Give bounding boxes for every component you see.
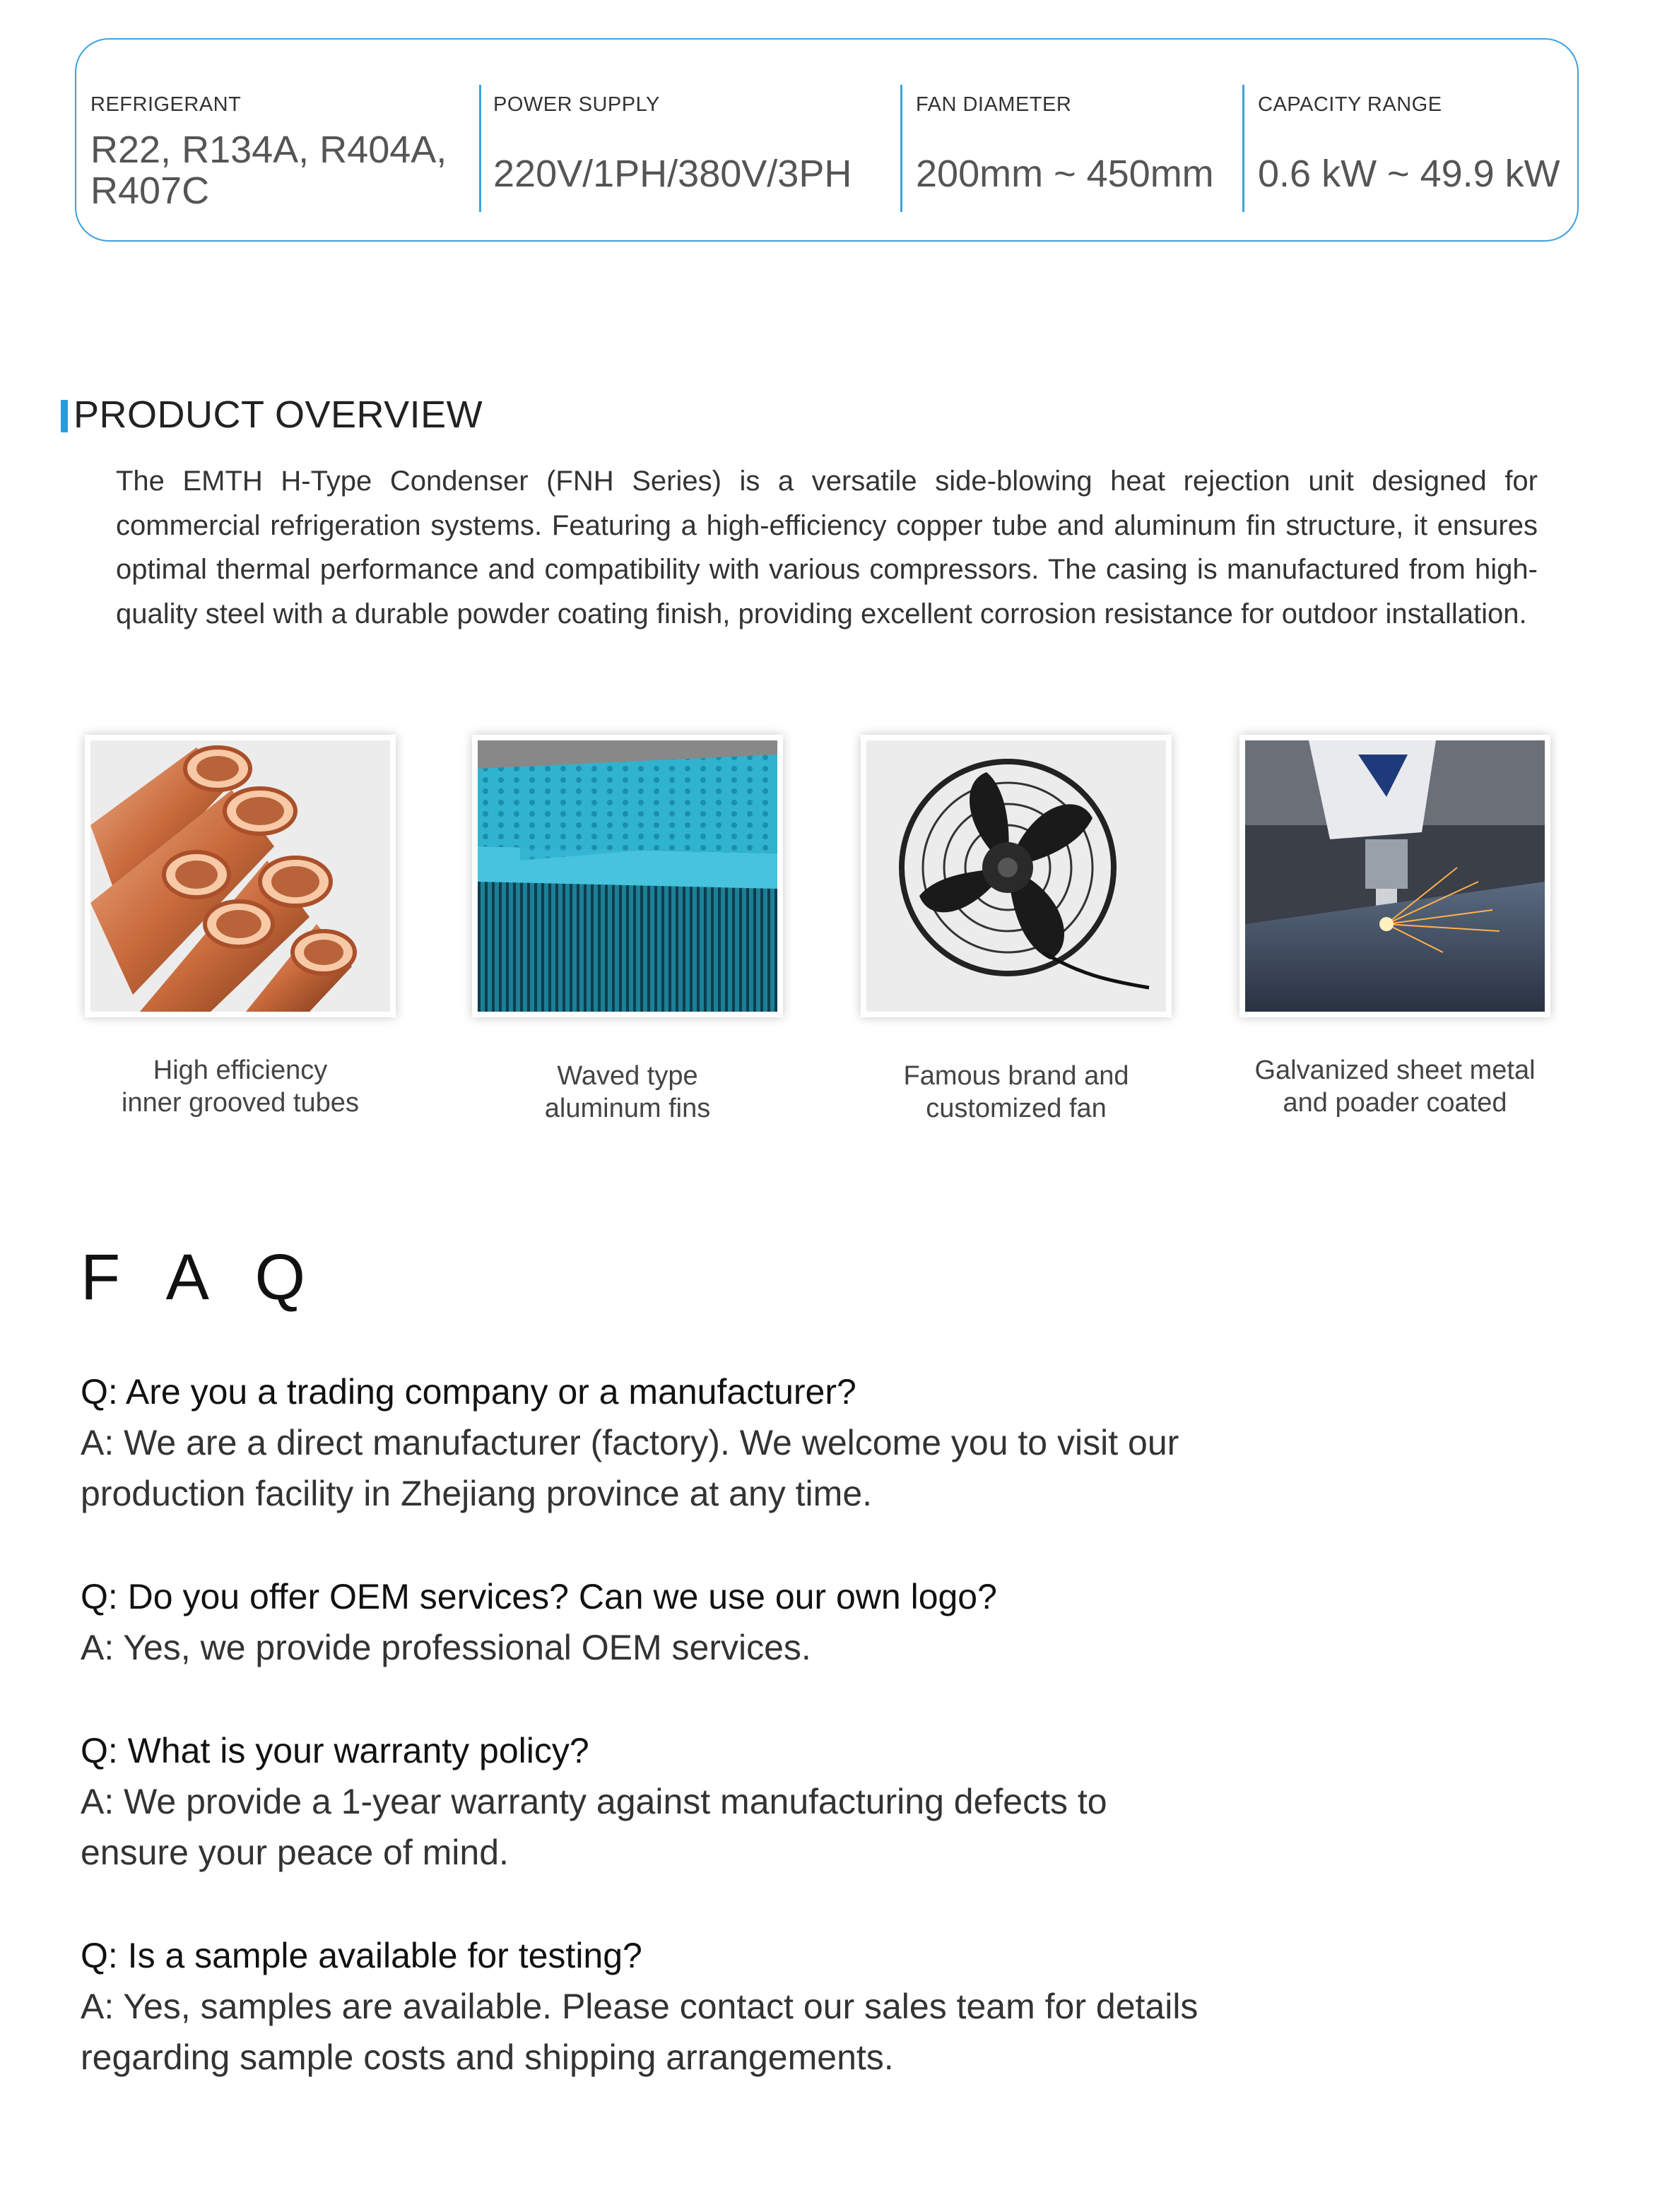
feature-image-frame <box>85 735 396 1017</box>
caption-line: aluminum fins <box>544 1094 711 1123</box>
feature-fan <box>861 735 1179 1123</box>
faq-answer-line: A: Yes, we provide professional OEM services. <box>81 1628 811 1667</box>
spec-label: FAN DIAMETER <box>916 93 1072 116</box>
section-accent-bar <box>61 400 68 432</box>
faq-item <box>81 1930 1423 2083</box>
feature-image-frame <box>1239 735 1550 1017</box>
axial-fan-icon <box>866 740 1166 1012</box>
caption-line: Galvanized sheet metal <box>1254 1055 1536 1085</box>
spec-label: POWER SUPPLY <box>493 93 660 116</box>
spec-capacity-range <box>1258 82 1569 209</box>
faq-answer-line: production facility in Zhejiang province at any time. <box>81 1474 873 1513</box>
copper-tubes-icon <box>90 740 390 1012</box>
section-title: PRODUCT OVERVIEW <box>73 394 483 436</box>
feature-caption <box>451 1060 804 1125</box>
feature-copper-tubes <box>85 735 403 1118</box>
faq-question: Q: Are you a trading company or a manufacturer? <box>81 1372 856 1412</box>
faq-question: Q: Is a sample available for testing? <box>81 1936 642 1975</box>
feature-caption <box>1218 1054 1572 1119</box>
caption-line: and poader coated <box>1283 1088 1507 1118</box>
faq-item <box>81 1366 1423 1519</box>
faq-question: Q: What is your warranty policy? <box>81 1731 589 1770</box>
faq-answer-line: A: We are a direct manufacturer (factory). We welcome you to visit our <box>81 1423 1179 1462</box>
feature-caption <box>840 1060 1193 1125</box>
spec-value: 220V/1PH/380V/3PH <box>493 153 852 195</box>
spec-fan-diameter <box>916 82 1241 209</box>
faq-question: Q: Do you offer OEM services? Can we use our own logo? <box>81 1577 997 1616</box>
spec-power-supply <box>493 82 903 209</box>
feature-aluminum-fins <box>472 735 790 1123</box>
spec-value: 200mm ~ 450mm <box>916 153 1214 195</box>
caption-line: High efficiency <box>153 1055 328 1085</box>
spec-divider <box>479 85 481 212</box>
caption-line: Waved type <box>557 1061 698 1091</box>
spec-label: REFRIGERANT <box>90 93 242 116</box>
caption-line: inner grooved tubes <box>122 1088 359 1118</box>
caption-line: Famous brand and <box>903 1061 1129 1091</box>
laser-cutting-icon <box>1245 740 1545 1012</box>
feature-caption <box>64 1054 417 1119</box>
faq-answer-line: A: Yes, samples are available. Please contact our sales team for details <box>81 1987 1198 2026</box>
spec-value: R22, R134A, R404A, R407C <box>90 129 447 212</box>
feature-image-frame <box>861 735 1172 1017</box>
caption-line: customized fan <box>926 1094 1107 1123</box>
spec-label: CAPACITY RANGE <box>1258 93 1442 116</box>
faq-item <box>81 1725 1423 1878</box>
spec-value: 0.6 kW ~ 49.9 kW <box>1258 153 1560 195</box>
faq-answer-line: A: We provide a 1-year warranty against manufacturing defects to <box>81 1782 1107 1821</box>
spec-summary-box <box>75 38 1579 242</box>
spec-divider <box>1242 85 1244 212</box>
faq-item <box>81 1571 1423 1673</box>
spec-divider <box>900 85 902 212</box>
spec-refrigerant <box>90 82 472 212</box>
faq-answer-line: ensure your peace of mind. <box>81 1833 509 1872</box>
faq-answer-line: regarding sample costs and shipping arrangements. <box>81 2037 894 2077</box>
faq-title: F A Q <box>81 1241 322 1313</box>
feature-sheet-metal <box>1239 735 1557 1118</box>
overview-paragraph: The EMTH H-Type Condenser (FNH Series) is a versatile side-blowing heat rejection unit designed for commercial refrigeration systems. Featuring a high-efficiency copper tube and aluminum fin structure, it ensures optimal thermal performance and compatibility with various compressors. The casing is manufactured from high-quality steel with a durable powder coating finish, providing excellent corrosion resistance for outdoor installation. <box>116 466 1538 629</box>
aluminum-fins-icon <box>478 740 777 1012</box>
feature-image-frame <box>472 735 783 1017</box>
